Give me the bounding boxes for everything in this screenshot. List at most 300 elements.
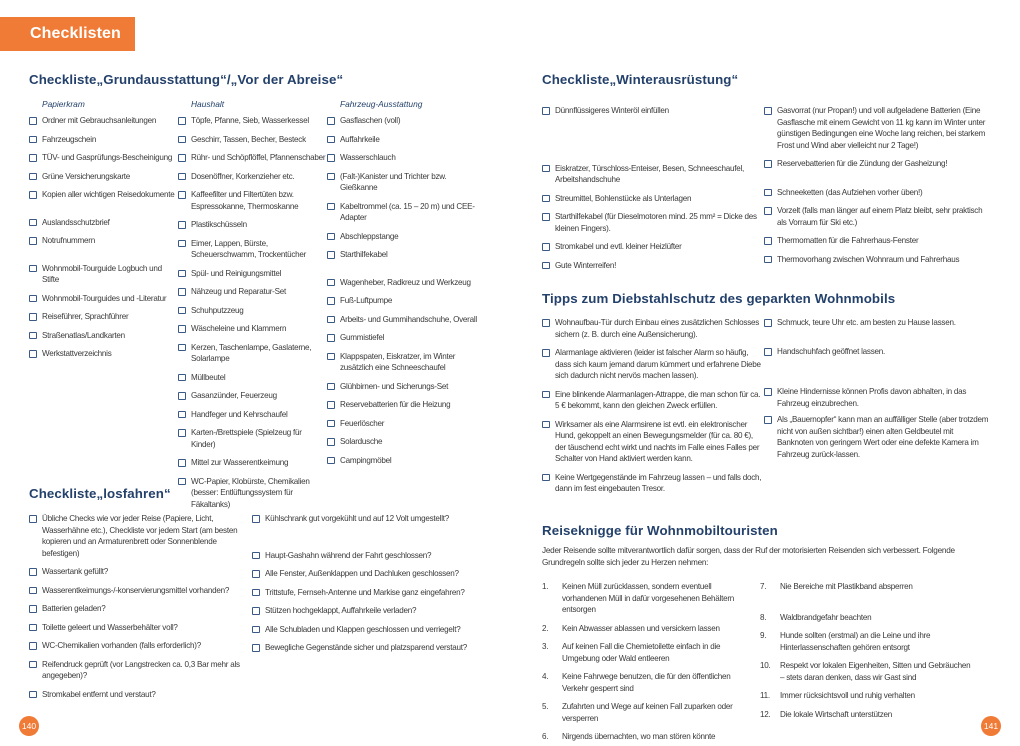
checklist-item[interactable] [542, 317, 764, 340]
column-heading: Haushalt [191, 99, 225, 109]
checklist-item[interactable] [178, 409, 328, 421]
checkbox[interactable] [542, 421, 550, 429]
checkbox[interactable] [29, 117, 37, 125]
rule-number: 12. [760, 709, 771, 719]
checkbox[interactable] [542, 107, 550, 115]
checklist-item-label: WC-Chemikalien vorhanden (falls erforderlich)? [42, 641, 201, 650]
checkbox[interactable] [252, 644, 260, 652]
spacer [29, 208, 179, 217]
checkbox[interactable] [327, 233, 335, 241]
losfahren-left-column [29, 513, 247, 707]
checklist-item[interactable] [542, 241, 757, 253]
checklist-item[interactable] [252, 513, 484, 525]
checklist-item[interactable] [764, 414, 989, 460]
checklist-item-label: Rühr- und Schöpflöffel, Pfannenschaber [191, 153, 326, 162]
rule-text: Waldbrandgefahr beachten [780, 612, 872, 622]
checkbox[interactable] [178, 459, 186, 467]
checklist-item[interactable] [252, 605, 484, 617]
checkbox[interactable] [178, 307, 186, 315]
checkbox[interactable] [764, 256, 772, 264]
checkbox[interactable] [29, 642, 37, 650]
checkbox[interactable] [29, 265, 37, 273]
checklist-item[interactable] [252, 568, 484, 580]
checklist-item-label: Wasserschlauch [340, 153, 396, 162]
reiseknigge-right-column [760, 581, 975, 727]
checklist-item-label: Kerzen, Taschenlampe, Gaslaterne, Solarlampe [191, 342, 312, 363]
checkbox[interactable] [764, 160, 772, 168]
checklist-item[interactable] [178, 152, 328, 164]
checklist-item-label: Dünnflüssigeres Winteröl einfüllen [555, 106, 669, 115]
checklist-item[interactable] [542, 211, 757, 234]
rule-number: 6. [542, 732, 549, 741]
checkbox[interactable] [764, 319, 772, 327]
checkbox[interactable] [327, 279, 335, 287]
checkbox[interactable] [29, 605, 37, 613]
checklist-item-label: Gasanzünder, Feuerzeug [191, 391, 277, 400]
checklist-item-label: Als „Bauernopfer“ kann man an auffälliger Stelle (aber trotzdem nicht von außen sichtbar!) einen alten Geldbeutel mit Banknoten von geringem Wert oder eine defekte Kamera im Fahrzeug zurück-lassen. [777, 415, 989, 459]
checkbox[interactable] [327, 173, 335, 181]
checkbox[interactable] [178, 429, 186, 437]
checklist-item-label: Kleine Hindernisse können Profis davon abhalten, in das Fahrzeug einzubrechen. [777, 387, 967, 408]
checklist-item[interactable] [178, 189, 328, 212]
checkbox[interactable] [29, 295, 37, 303]
checklist-item[interactable] [327, 249, 482, 261]
checklist-item[interactable] [327, 295, 482, 307]
checklist-item[interactable] [327, 152, 482, 164]
checklist-item[interactable] [29, 115, 179, 127]
column-papierkram [29, 99, 179, 367]
checklist-item-label: Eiskratzer, Türschloss-Enteiser, Besen, Schneeschaufel, Arbeitshandschuhe [555, 163, 744, 184]
checklist-item[interactable] [178, 286, 328, 298]
checklist-item-label: (Falt-)Kanister und Trichter bzw. Gießkanne [340, 171, 447, 192]
checklist-item-label: Handschuhfach geöffnet lassen. [777, 347, 885, 356]
checklist-item-label: Schuhputzzeug [191, 305, 244, 315]
checklist-item[interactable] [542, 419, 764, 465]
rule-number: 8. [760, 612, 767, 622]
checkbox[interactable] [178, 288, 186, 296]
checklist-item-label: Trittstufe, Fernseh-Antenne und Markise ganz eingefahren? [265, 587, 465, 597]
checklist-item-label: Gasvorrat (nur Propan!) und voll aufgeladene Batterien (Eine Gasflasche mit einem Gewicht von 11 kg kann im Winter unter günstigen Bedingungen eine Woche lang reichen, bei starkem Frost und Wind aber vielleicht nur 2 Tage!) [777, 106, 986, 150]
rule-item [760, 630, 975, 653]
spacer [327, 268, 482, 277]
checklist-item-label: Kabeltrommel (ca. 15 – 20 m) und CEE-Adapter [340, 201, 475, 222]
checklist-item[interactable] [178, 238, 328, 261]
checklist-item-label: Gummistiefel [340, 333, 385, 342]
checklist-item[interactable] [178, 476, 328, 511]
checkbox[interactable] [29, 515, 37, 523]
checklist-item-label: Wohnmobil-Tourguides und -Literatur [42, 293, 167, 303]
rule-number: 4. [542, 672, 549, 681]
checklist-item-label: Stützen hochgeklappt, Auffahrkeile verladen? [265, 606, 417, 615]
rule-item [760, 709, 975, 721]
rule-item [542, 641, 757, 664]
checkbox[interactable] [327, 136, 335, 144]
checklist-item-label: Reifendruck geprüft (vor Langstrecken ca. 0,3 Bar mehr als angegeben)? [42, 659, 240, 680]
checklist-item-label: Spül- und Reinigungsmittel [191, 268, 282, 278]
checklist-item-label: WC-Papier, Klobürste, Chemikalien (besser: Entlüftungssystem für Fäkaltanks) [191, 476, 310, 509]
checklist-item[interactable] [252, 624, 484, 636]
checklist-item-label: Straßenatlas/Landkarten [42, 330, 125, 340]
checkbox[interactable] [542, 474, 550, 482]
checklist-item-label: Werkstattverzeichnis [42, 349, 112, 358]
section-title-grundausstattung: Checkliste„Grundausstattung“/„Vor der Abreise“ [29, 72, 344, 87]
checklist-item-label: Glühbirnen- und Sicherungs-Set [340, 381, 449, 391]
checklist-item[interactable] [542, 389, 764, 412]
checklist-item[interactable] [29, 235, 179, 247]
checklist-item-label: Kaffeefilter und Filtertüten bzw. Espressokanne, Thermoskanne [191, 190, 299, 211]
checklist-item-label: Übliche Checks wie vor jeder Reise (Papiere, Licht, Wasserhähne etc.), Checkliste vor jedem Start (am besten kopieren und an Armaturenbrett oder Sonnenblende befestigen) [42, 514, 238, 558]
winter-right-column [764, 105, 989, 272]
checkbox[interactable] [764, 388, 772, 396]
checklist-item-label: Auffahrkeile [340, 134, 380, 144]
checklist-item-label: Campingmöbel [340, 455, 392, 465]
rule-text: Auf keinen Fall die Chemietoilette einfach in die Umgebung oder Wald entleeren [562, 642, 721, 663]
column-fahrzeug-ausstattung [327, 99, 482, 473]
checklist-item[interactable] [178, 323, 328, 335]
checklist-item-label: Bewegliche Gegenstände sicher und platzsparend verstaut? [265, 643, 467, 652]
checkbox[interactable] [178, 117, 186, 125]
checkbox[interactable] [327, 117, 335, 125]
checkbox[interactable] [542, 319, 550, 327]
checkbox[interactable] [327, 154, 335, 162]
rule-number: 11. [760, 691, 770, 700]
winter-left-column [542, 105, 757, 278]
checklist-item[interactable] [29, 603, 247, 615]
chapter-header: Checklisten [0, 17, 135, 51]
checklist-item-label: Alarmanlage aktivieren (leider ist falscher Alarm so häufig, dass sich kaum jemand darum kümmert und erfahrene Diebe sich dadurch nicht nervös machen lassen). [555, 348, 761, 380]
column-haushalt [178, 99, 328, 517]
checklist-item[interactable] [327, 231, 482, 243]
checkbox[interactable] [252, 626, 260, 634]
checklist-item[interactable] [29, 217, 179, 229]
checklist-item[interactable] [764, 105, 989, 151]
checkbox[interactable] [178, 411, 186, 419]
checklist-item-label: Wäscheleine und Klammern [191, 324, 287, 333]
checklist-item[interactable] [178, 219, 328, 231]
checklist-item-label: Fuß-Luftpumpe [340, 296, 393, 305]
checkbox[interactable] [764, 189, 772, 197]
checkbox[interactable] [29, 624, 37, 632]
rule-text: Keinen Müll zurücklassen, sondern eventuell vorhandenen Müll in dafür vorgesehenen Behältern entsorgen [562, 582, 735, 614]
checklist-item[interactable] [764, 386, 989, 409]
checkbox[interactable] [178, 478, 186, 486]
checklist-item-label: Müllbeutel [191, 372, 226, 382]
checklist-item-label: Eine blinkende Alarmanlagen-Attrappe, die man schon für ca. 5 € bekommt, kann den gleichen Zweck erfüllen. [555, 389, 761, 410]
checkbox[interactable] [327, 203, 335, 211]
checklist-item[interactable] [327, 134, 482, 146]
checkbox[interactable] [178, 221, 186, 229]
checkbox[interactable] [764, 416, 772, 424]
section-title-diebstahl: Tipps zum Diebstahlschutz des geparkten Wohnmobils [542, 291, 896, 306]
checklist-item-label: Reservebatterien für die Zündung der Gasheizung! [777, 159, 948, 168]
checklist-item-label: Thermomatten für die Fahrerhaus-Fenster [777, 236, 919, 245]
checklist-item[interactable] [252, 587, 484, 599]
checklist-item[interactable] [764, 254, 989, 266]
checklist-item[interactable] [252, 642, 484, 654]
checklist-item[interactable] [178, 171, 328, 183]
spacer [252, 532, 484, 550]
checklist-item-label: Kühlschrank gut vorgekühlt und auf 12 Volt umgestellt? [265, 514, 450, 523]
checklist-item[interactable] [542, 193, 757, 205]
checklist-item-label: Solardusche [340, 437, 383, 446]
checkbox[interactable] [764, 207, 772, 215]
rule-text: Die lokale Wirtschaft unterstützen [780, 709, 893, 719]
checklist-item-label: Feuerlöscher [340, 418, 385, 428]
checkbox[interactable] [542, 213, 550, 221]
checklist-item[interactable] [327, 332, 482, 344]
rule-item [542, 623, 757, 635]
rule-item [760, 660, 975, 683]
rule-text: Hunde sollten (erstmal) an die Leine und ihre Hinterlassenschaften gehören entsorgt [780, 631, 931, 652]
checkbox[interactable] [327, 334, 335, 342]
checklist-item-label: Auslandsschutzbrief [42, 217, 110, 227]
checklist-item-label: Wohnaufbau-Tür durch Einbau eines zusätzlichen Schlosses sichern (z. B. durch eine Außensicherung). [555, 318, 760, 339]
checklist-item-label: Toilette geleert und Wasserbehälter voll? [42, 622, 178, 632]
checklist-item[interactable] [327, 381, 482, 393]
checkbox[interactable] [178, 154, 186, 162]
checkbox[interactable] [252, 570, 260, 578]
checklist-item[interactable] [29, 585, 247, 597]
checkbox[interactable] [29, 219, 37, 227]
checklist-item-label: Wohnmobil-Tourguide Logbuch und Stifte [42, 263, 162, 284]
checkbox[interactable] [29, 350, 37, 358]
checkbox[interactable] [252, 515, 260, 523]
checkbox[interactable] [542, 243, 550, 251]
rule-item [542, 581, 757, 616]
checklist-item-label: Streumittel, Bohlenstücke als Unterlagen [555, 193, 692, 203]
checklist-item[interactable] [327, 455, 482, 467]
checklist-item-label: Reiseführer, Sprachführer [42, 312, 129, 321]
rule-item [760, 690, 975, 702]
checklist-item[interactable] [327, 418, 482, 430]
checklist-item-label: Stromkabel und evtl. kleiner Heizlüfter [555, 242, 682, 251]
rule-text: Immer rücksichtsvoll und ruhig verhalten [780, 691, 915, 700]
checklist-item[interactable] [29, 330, 179, 342]
checkbox[interactable] [29, 173, 37, 181]
checklist-item-label: Wagenheber, Radkreuz und Werkzeug [340, 277, 471, 287]
checklist-item-label: Schneeketten (das Aufziehen vorher üben!) [777, 187, 923, 197]
checklist-item[interactable] [764, 158, 989, 170]
checklist-item-label: Fahrzeugschein [42, 134, 97, 144]
checklist-item[interactable] [29, 263, 179, 286]
section-title-winter: Checkliste„Winterausrüstung“ [542, 72, 739, 87]
column-heading: Papierkram [42, 99, 85, 109]
checklist-item[interactable] [29, 513, 247, 559]
checklist-item-label: Wirksamer als eine Alarmsirene ist evtl. ein elektronischer Hund, gekoppelt an einen Bewegungsmelder (für ca. 80 €), der täuschend echt wirkt und nachts im Falle eines Falles per Schalter von Hand aktiviert werden kann. [555, 419, 760, 463]
checkbox[interactable] [327, 420, 335, 428]
checklist-item[interactable] [542, 347, 764, 382]
checklist-item-label: Karten-/Brettspiele (Spielzeug für Kinder) [191, 428, 302, 449]
checkbox[interactable] [29, 154, 37, 162]
checklist-item[interactable] [764, 205, 989, 228]
checklist-item-label: Schmuck, teure Uhr etc. am besten zu Hause lassen. [777, 318, 956, 327]
checklist-item[interactable] [29, 171, 179, 183]
checklist-item[interactable] [178, 457, 328, 469]
checklist-item[interactable] [542, 163, 757, 186]
checklist-item-label: Wasserentkeimungs-/-konservierungsmittel vorhanden? [42, 585, 230, 595]
checklist-item-label: Thermovorhang zwischen Wohnraum und Fahrerhaus [777, 254, 960, 264]
checkbox[interactable] [178, 374, 186, 382]
rule-text: Nie Bereiche mit Plastikband absperren [780, 582, 913, 591]
checkbox[interactable] [29, 191, 37, 199]
checklist-item[interactable] [29, 152, 179, 164]
rule-item [542, 701, 757, 724]
checkbox[interactable] [178, 325, 186, 333]
checkbox[interactable] [764, 237, 772, 245]
checklist-item[interactable] [327, 436, 482, 448]
checklist-item[interactable] [29, 189, 179, 201]
checklist-item-label: Abschleppstange [340, 231, 399, 241]
checklist-item-label: Töpfe, Pfanne, Sieb, Wasserkessel [191, 116, 309, 125]
checkbox[interactable] [542, 349, 550, 357]
rule-text: Kein Abwasser ablassen und versickern lassen [562, 623, 720, 633]
rule-text: Nirgends übernachten, wo man stören könnte [562, 732, 716, 741]
checkbox[interactable] [542, 195, 550, 203]
checklist-item-label: Nähzeug und Reparatur-Set [191, 287, 286, 296]
rule-number: 2. [542, 623, 549, 633]
checklist-item-label: Klappspaten, Eiskratzer, im Winter zusätzlich eine Schneeschaufel [340, 351, 456, 372]
checkbox[interactable] [178, 240, 186, 248]
checkbox[interactable] [327, 401, 335, 409]
rule-text: Respekt vor lokalen Eigenheiten, Sitten und Gebräuchen – stets daran denken, dass wir Gast sind [780, 661, 971, 682]
checkbox[interactable] [327, 457, 335, 465]
checklist-item-label: Arbeits- und Gummihandschuhe, Overall [340, 314, 477, 324]
rule-item [542, 731, 757, 743]
checkbox[interactable] [327, 353, 335, 361]
checklist-item[interactable] [29, 134, 179, 146]
checklist-item-label: Plastikschüsseln [191, 220, 247, 229]
checkbox[interactable] [542, 391, 550, 399]
checkbox[interactable] [178, 392, 186, 400]
spacer [29, 254, 179, 263]
checkbox[interactable] [252, 607, 260, 615]
checklist-item[interactable] [542, 260, 757, 272]
checkbox[interactable] [29, 237, 37, 245]
rule-number: 9. [760, 631, 767, 640]
checkbox[interactable] [178, 270, 186, 278]
checklist-item-label: Geschirr, Tassen, Becher, Besteck [191, 134, 306, 144]
checklist-item-label: Ordner mit Gebrauchsanleitungen [42, 116, 157, 125]
checkbox[interactable] [178, 191, 186, 199]
reiseknigge-left-column [542, 581, 757, 746]
checklist-item-label: Mittel zur Wasserentkeimung [191, 458, 289, 467]
checklist-item[interactable] [178, 115, 328, 127]
checkbox[interactable] [327, 297, 335, 305]
checklist-item[interactable] [178, 305, 328, 317]
checklist-item[interactable] [327, 171, 482, 194]
checklist-item-label: Alle Schubladen und Klappen geschlossen und verriegelt? [265, 624, 461, 634]
rule-item [760, 612, 975, 624]
checkbox[interactable] [327, 383, 335, 391]
checkbox[interactable] [29, 568, 37, 576]
page-number-right: 141 [981, 716, 1001, 736]
checklist-item[interactable] [542, 105, 757, 117]
checkbox[interactable] [29, 587, 37, 595]
checklist-item[interactable] [327, 277, 482, 289]
checklist-item[interactable] [29, 566, 247, 578]
checklist-item[interactable] [327, 399, 482, 411]
checklist-item[interactable] [764, 317, 989, 329]
checklist-item[interactable] [29, 311, 179, 323]
rule-number: 5. [542, 702, 549, 711]
checklist-item-label: Haupt-Gashahn während der Fahrt geschlossen? [265, 550, 432, 560]
column-heading: Fahrzeug-Ausstattung [340, 99, 423, 109]
checklist-item[interactable] [29, 622, 247, 634]
checklist-item-label: Reservebatterien für die Heizung [340, 400, 451, 409]
checkbox[interactable] [178, 136, 186, 144]
checklist-item[interactable] [764, 346, 989, 358]
section-title-reiseknigge: Reiseknigge für Wohnmobiltouristen [542, 523, 778, 538]
checklist-item[interactable] [178, 268, 328, 280]
checkbox[interactable] [178, 173, 186, 181]
checklist-item[interactable] [178, 342, 328, 365]
checkbox[interactable] [29, 313, 37, 321]
checklist-item[interactable] [327, 201, 482, 224]
checklist-item[interactable] [29, 348, 179, 360]
checklist-item[interactable] [29, 659, 247, 682]
checklist-item[interactable] [327, 314, 482, 326]
checklist-item[interactable] [764, 235, 989, 247]
checklist-item[interactable] [29, 293, 179, 305]
checkbox[interactable] [29, 332, 37, 340]
checkbox[interactable] [764, 107, 772, 115]
checklist-item[interactable] [29, 689, 247, 701]
checkbox[interactable] [29, 691, 37, 699]
checklist-item[interactable] [178, 390, 328, 402]
checkbox[interactable] [327, 316, 335, 324]
checkbox[interactable] [542, 262, 550, 270]
checklist-item[interactable] [29, 640, 247, 652]
checklist-item-label: TÜV- und Gasprüfungs-Bescheinigung [42, 153, 173, 162]
page-number-left: 140 [19, 716, 39, 736]
checkbox[interactable] [327, 251, 335, 259]
checkbox[interactable] [29, 661, 37, 669]
checklist-item[interactable] [178, 427, 328, 450]
checkbox[interactable] [764, 348, 772, 356]
losfahren-right-column [252, 513, 484, 661]
rule-text: Keine Fahrwege benutzen, die für den öffentlichen Verkehr gesperrt sind [562, 672, 731, 693]
checkbox[interactable] [327, 438, 335, 446]
checkbox[interactable] [542, 165, 550, 173]
diebstahl-left-column [542, 317, 764, 502]
checklist-item-label: Eimer, Lappen, Bürste, Scheuerschwamm, Trockentücher [191, 238, 307, 259]
checkbox[interactable] [252, 552, 260, 560]
rule-number: 7. [760, 582, 767, 591]
checklist-item-label: Handfeger und Kehrschaufel [191, 409, 288, 419]
checklist-item-label: Wassertank gefüllt? [42, 567, 109, 576]
checklist-item-label: Notrufnummern [42, 236, 95, 245]
checklist-item-label: Alle Fenster, Außenklappen und Dachluken geschlossen? [265, 569, 459, 578]
checklist-item-label: Kopien aller wichtigen Reisedokumente [42, 190, 175, 199]
checklist-item-label: Stromkabel entfernt und verstaut? [42, 689, 156, 699]
checklist-item[interactable] [178, 134, 328, 146]
checkbox[interactable] [252, 589, 260, 597]
checklist-item-label: Starthilfekabel (für Dieselmotoren mind. 25 mm² = Dicke des kleinen Fingers). [555, 212, 757, 233]
checklist-item[interactable] [252, 550, 484, 562]
reiseknigge-intro: Jeder Reisende sollte mitverantwortlich dafür sorgen, dass der Ruf der motorisierten Reisenden sich verbessert. Folgende Grundregeln sollte sich jeder zu Herzen nehmen: [542, 546, 955, 567]
checklist-item[interactable] [327, 115, 482, 127]
checkbox[interactable] [178, 344, 186, 352]
checklist-item[interactable] [178, 372, 328, 384]
checklist-item[interactable] [764, 187, 989, 199]
rule-text: Zufahrten und Wege auf keinen Fall zuparken oder versperren [562, 702, 733, 723]
rule-number: 3. [542, 642, 549, 651]
checklist-item-label: Keine Wertgegenstände im Fahrzeug lassen – und falls doch, dann im fest eingebauten Tresor. [555, 472, 762, 493]
checklist-item[interactable] [327, 351, 482, 374]
checkbox[interactable] [29, 136, 37, 144]
checklist-item[interactable] [542, 472, 764, 495]
checklist-item-label: Starthilfekabel [340, 250, 388, 259]
